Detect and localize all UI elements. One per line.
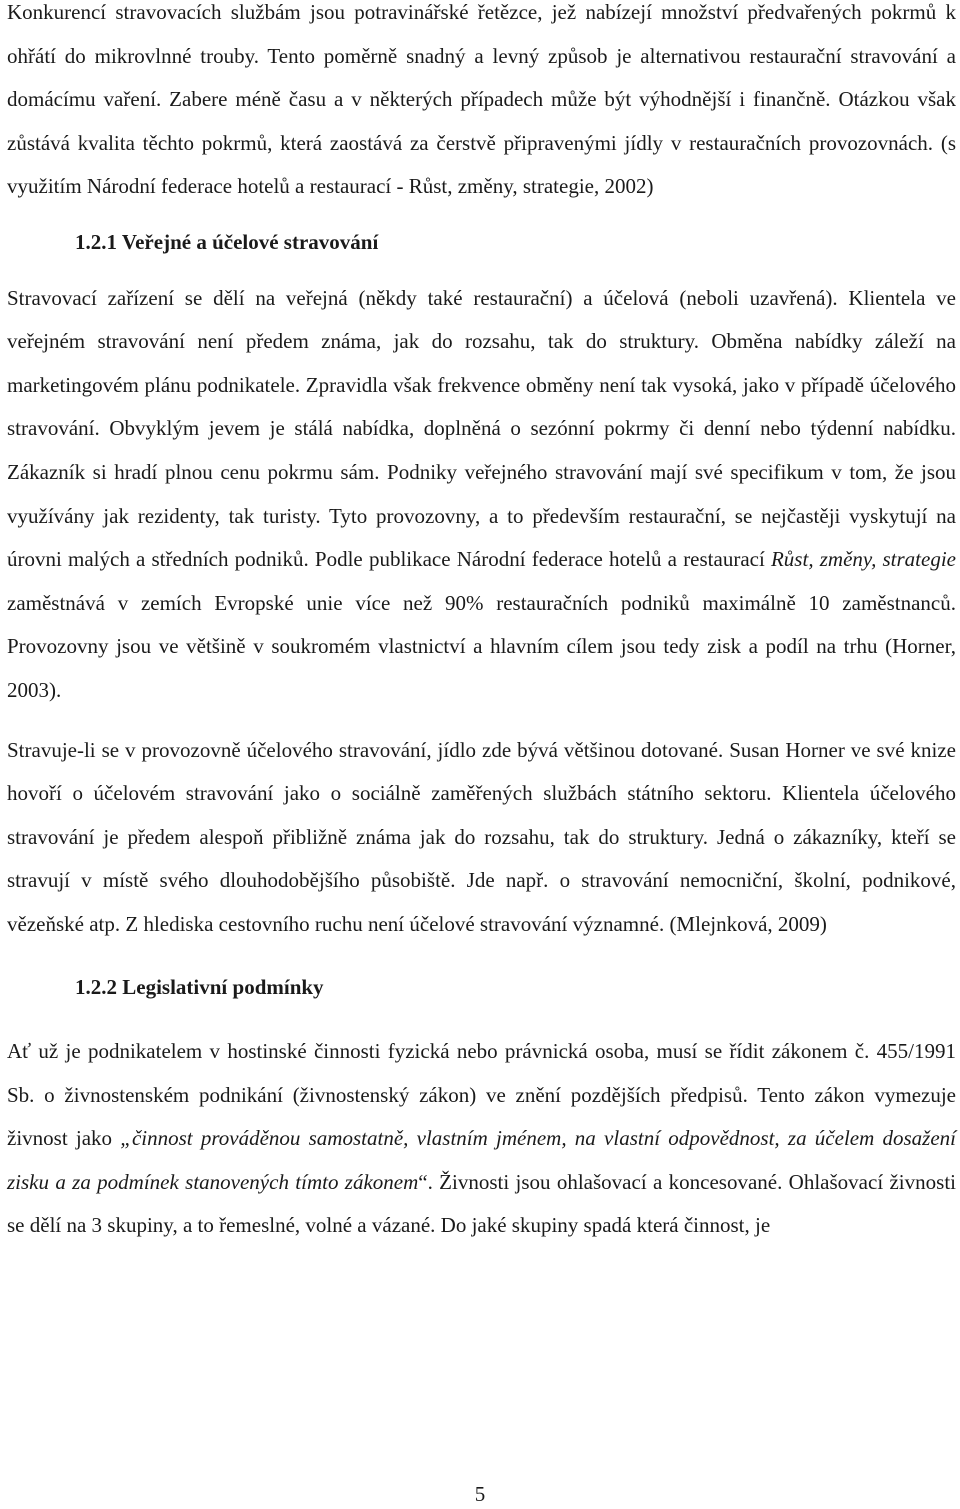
spacer	[7, 265, 956, 277]
paragraph-catering-competition: Konkurencí stravovacích službám jsou potravinářské řetězce, jež nabízejí množství předvařených pokrmů k ohřátí do mikrovlnné trouby. Tento poměrně snadný a levný způsob je alternativou restaurační stravování a domácímu vaření. Zabere méně času a v některých případech může být výhodnější i finančně. Otázkou však zůstává kvalita těchto pokrmů, která zaostává za čerstvě připravenými jídly v restauračních provozovnách. (s využitím Národní federace hotelů a restaurací - Růst, změny, strategie, 2002)	[7, 0, 956, 199]
spacer	[7, 946, 956, 966]
document-page	[7, 0, 956, 1248]
spacer	[7, 713, 956, 729]
paragraph-text: Stravovací zařízení se dělí na veřejná (někdy také restaurační) a účelová (neboli uzavřená). Klientela ve veřejném stravování není předem známa, jak do rozsahu, tak do struktury. Obměna nabídky záleží na marketingovém plánu podnikatele. Zpravidla však frekvence obměny není tak vysoká, jako v případě účelového stravování. Obvyklým jevem je stálá nabídka, doplněná o sezónní pokrmy či denní nebo týdenní nabídku. Zákazník si hradí plnou cenu pokrmu sám. Podniky veřejného stravování mají své specifikum v tom, že jsou využívány jak rezidenty, tak turisty. Tyto provozovny, a to především restaurační, se nejčastěji vyskytují na úrovni malých a středních podniků. Podle publikace Národní federace hotelů a restaurací	[7, 285, 956, 572]
paragraph-text: zaměstnává v zemích Evropské unie více než 90% restauračních podniků maximálně 10 zaměstnanců. Provozovny jsou ve většině v soukromém vlastnictví a hlavním cílem jsou tedy zisk a podíl na trhu (Horner, 2003).	[7, 590, 956, 702]
section-heading-public-catering: 1.2.1 Veřejné a účelové stravování	[75, 229, 379, 254]
publication-title-italic: Růst, změny, strategie	[770, 547, 956, 572]
paragraph-text: Ať už je podnikatelem v hostinské činnosti fyzická nebo právnická osoba, musí se řídit zákonem č. 455/1991 Sb. o živnostenském podnikání (živnostenský zákon) ve znění pozdějších předpisů. Tento zákon vymezuje živnost jako	[7, 1039, 956, 1151]
law-quote-italic: „činnost prováděnou samostatně, vlastním jménem, na vlastní odpovědnost, za účelem dosažení zisku a za podmínek stanovených tímto zákonem	[7, 1126, 957, 1194]
paragraph-institutional-catering: Stravuje-li se v provozovně účelového stravování, jídlo zde bývá většinou dotované. Susan Horner ve své knize hovoří o účelovém stravování jako o sociálně zaměřených službách státního sektoru. Klientela účelového stravování je předem alespoň přibližně známa jak do rozsahu, tak do struktury. Jedná o zákazníky, kteří se stravují v místě svého dlouhodobějšího působiště. Jde např. o stravování nemocniční, školní, podnikové, vězeňské atp. Z hlediska cestovního ruchu není účelové stravování významné. (Mlejnková, 2009)	[7, 737, 956, 936]
spacer	[7, 1010, 956, 1030]
spacer	[7, 209, 956, 221]
paragraph-text: “. Živnosti jsou ohlašovací a koncesované. Ohlašovací živnosti se dělí na 3 skupiny, a to řemeslné, volné a vázané. Do jaké skupiny spadá která činnost, je	[7, 1169, 956, 1238]
paragraph-public-catering	[7, 277, 956, 713]
page-number: 5	[474, 1482, 486, 1506]
paragraph-legislation	[7, 1030, 956, 1248]
section-heading-legislation: 1.2.2 Legislativní podmínky	[75, 975, 324, 1000]
